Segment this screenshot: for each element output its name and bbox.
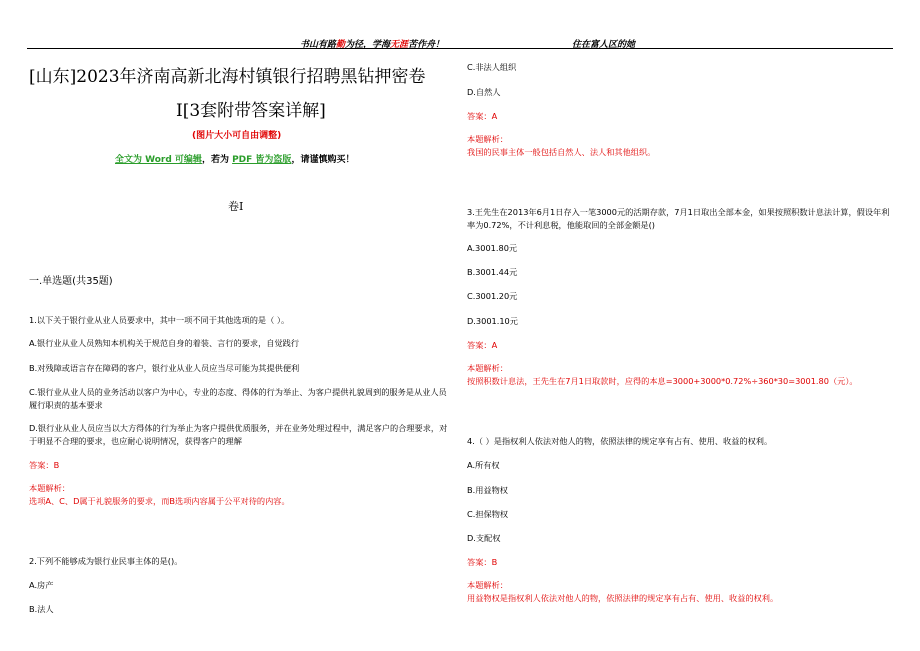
q4-analysis-label: 本题解析： <box>467 580 508 590</box>
q1-option-b: B.对残障或语言存在障碍的客户，银行业从业人员应当尽可能为其提供便利 <box>29 363 300 373</box>
q2-option-b: B.法人 <box>29 604 54 614</box>
q3-option-b: B.3001.44元 <box>467 267 518 277</box>
q1-option-d: D.银行业从业人员应当以大方得体的行为举止为客户提供优质服务，并在业务处理过程中，满足客户的合理要求，对于明显不合理的要求，也应耐心说明情况，获得客户的理解 <box>29 423 448 446</box>
section-heading: 一.单选题(共35题) <box>29 276 113 287</box>
q2-stem: 2.下列不能够成为银行业民事主体的是()。 <box>29 556 183 566</box>
q1-answer: 答案：B <box>29 460 60 470</box>
q4-answer: 答案：B <box>467 557 498 567</box>
q3-analysis: 按照积数计息法，王先生在7月1日取款时，应得的本息=3000+3000*0.72%÷360*30=3001.80（元）。 <box>467 376 858 386</box>
q4-option-b: B.用益物权 <box>467 485 508 495</box>
q4-stem: 4.（ ）是指权利人依法对他人的物，依照法律的规定享有占有、使用、收益的权利。 <box>467 436 773 446</box>
header-right-text: 住在富人区的她 <box>572 40 636 50</box>
q4-option-c: C.担保物权 <box>467 509 509 519</box>
volume-heading: 卷I <box>228 200 244 213</box>
q4-analysis: 用益物权是指权利人依法对他人的物，依照法律的规定享有占有、使用、收益的权利。 <box>467 593 779 603</box>
motto-part3: 苦作舟！ <box>408 40 445 50</box>
header-divider <box>27 48 893 49</box>
doc-copyright-note <box>115 152 354 165</box>
note-pdf-warning: PDF 皆为盗版 <box>232 155 292 165</box>
doc-title-line1: [山东]2023年济南高新北海村镇银行招聘黑钻押密卷 <box>29 67 426 87</box>
motto-emphasis2: 无涯 <box>390 40 409 50</box>
q3-analysis-label: 本题解析： <box>467 363 508 373</box>
doc-subtitle: (图片大小可自由调整) <box>192 131 282 141</box>
q1-analysis-label: 本题解析： <box>29 483 70 493</box>
q3-stem: 3.王先生在2013年6月1日存入一笔3000元的活期存款，7月1日取出全部本金，如果按照积数计息法计算，假设年利率为0.72%，不计利息税，他能取回的全部金额是() <box>467 207 890 230</box>
q2-analysis: 我国的民事主体一般包括自然人、法人和其他组织。 <box>467 147 656 157</box>
q1-option-c: C.银行业从业人员的业务活动以客户为中心，专业的态度、得体的行为举止、为客户提供礼貌周到的服务是从业人员履行职责的基本要求 <box>29 387 447 410</box>
q3-option-a: A.3001.80元 <box>467 243 518 253</box>
note-connector: ，若为 <box>201 155 233 165</box>
q1-analysis: 选项A、C、D属于礼貌服务的要求，而B选项内容属于公平对待的内容。 <box>29 496 290 506</box>
q3-option-c: C.3001.20元 <box>467 291 518 301</box>
q4-option-a: A.所有权 <box>467 460 500 470</box>
q4-option-d: D.支配权 <box>467 533 501 543</box>
q2-option-d: D.自然人 <box>467 87 501 97</box>
note-caution: ，请谨慎购买！ <box>291 155 355 165</box>
motto-part2: 为径，学海 <box>345 40 391 50</box>
q2-option-a: A.房产 <box>29 580 54 590</box>
q1-stem: 1.以下关于银行业从业人员要求中，其中一项不同于其他选项的是（ ）。 <box>29 315 290 325</box>
q3-option-d: D.3001.10元 <box>467 316 518 326</box>
q2-answer: 答案：A <box>467 111 498 121</box>
q1-option-a: A.银行业从业人员熟知本机构关于规范自身的着装、言行的要求，自觉践行 <box>29 338 300 348</box>
doc-title-line2: I[3套附带答案详解] <box>176 101 326 121</box>
q2-option-c: C.非法人组织 <box>467 62 517 72</box>
motto-emphasis1: 勤 <box>336 40 346 50</box>
q3-answer: 答案：A <box>467 340 498 350</box>
motto-part1: 书山有路 <box>300 40 337 50</box>
note-editable: 全文为 Word 可编辑 <box>115 155 202 165</box>
q2-analysis-label: 本题解析： <box>467 134 508 144</box>
